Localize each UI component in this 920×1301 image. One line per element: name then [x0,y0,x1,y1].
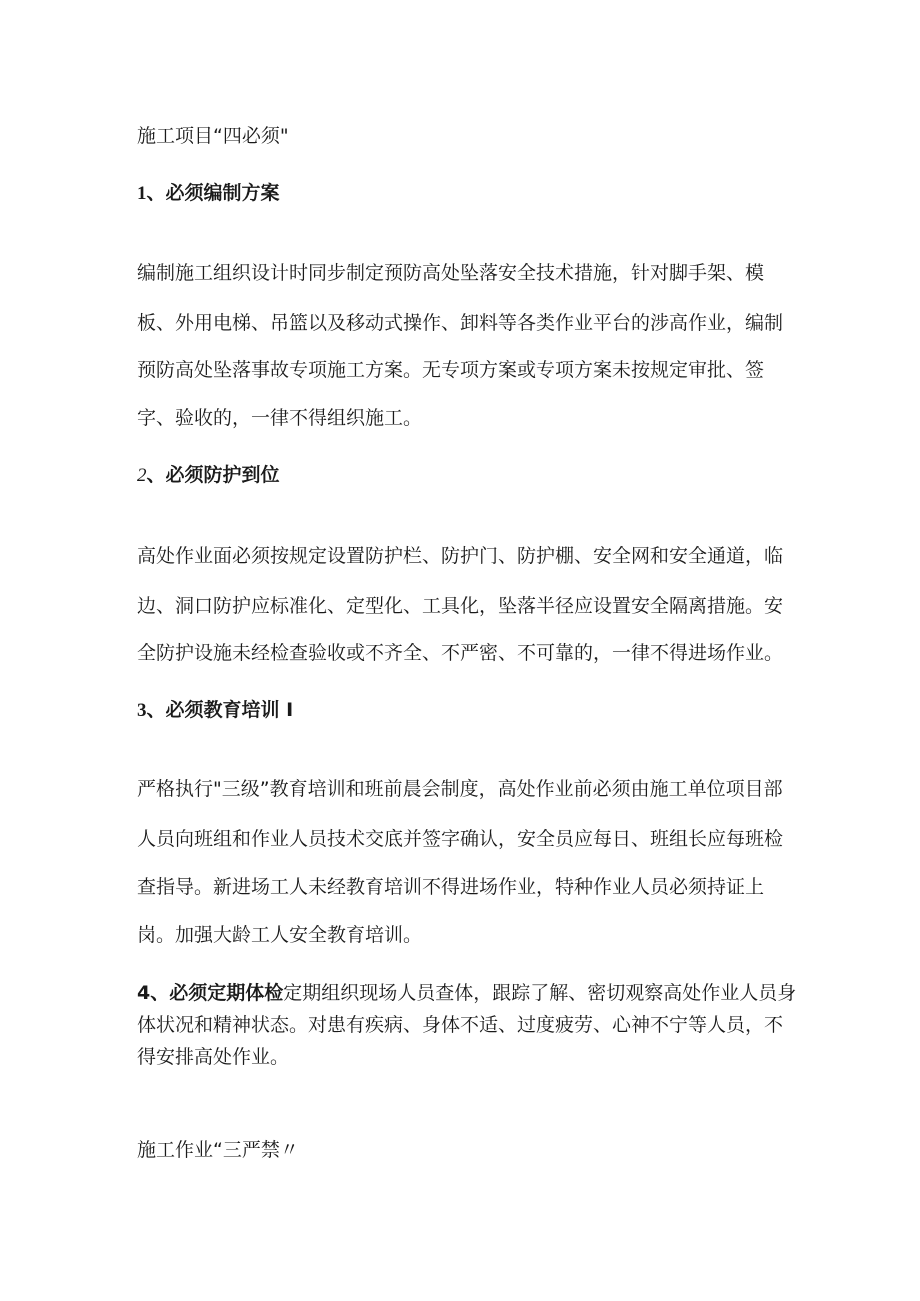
section-4-first-line [137,980,796,1006]
section-3-line-4: 岗。加强大龄工人安全教育培训。 [137,924,423,946]
section-2-line-1: 高处作业面必须按规定设置防护栏、防护门、防护棚、安全网和安全通道，临 [137,545,784,567]
section-2-line-3: 全防护设施未经检查验收或不齐全、不严密、不可靠的，一律不得进场作业。 [137,642,784,664]
section-3-heading [137,697,293,724]
section-4-line-3: 得安排高处作业。 [137,1046,290,1068]
section-3-heading-text: 必须教育培训 I [165,699,294,721]
section-2-separator: 、 [146,464,166,486]
section-1-separator: 、 [146,182,166,204]
section-3-line-3: 查指导。新进场工人未经教育培训不得进场作业，特种作业人员必须持证上 [137,876,765,898]
section-3-line-2: 人员向班组和作业人员技术交底并签字确认，安全员应每日、班组长应每班检 [137,828,784,850]
section-3-number: 3 [137,700,147,721]
section-4-number: 4 [137,982,151,1004]
section-1-line-4: 字、验收的，一律不得组织施工。 [137,407,423,429]
section-1-number: 1 [137,183,147,204]
section-4-separator: 、 [150,982,170,1004]
section-1-heading [137,180,280,207]
section-2-heading-text: 必须防护到位 [165,464,280,486]
section-1-line-3: 预防高处坠落事故专项施工方案。无专项方案或专项方案未按规定审批、签 [137,359,765,381]
section-4-line-2: 体状况和精神状态。对患有疾病、身体不适、过度疲劳、心神不宁等人员，不 [137,1014,784,1036]
section-1-line-2: 板、外用电梯、吊篮以及移动式操作、卸料等各类作业平台的涉高作业，编制 [137,312,784,334]
section-4-inline-text: 定期组织现场人员查体，跟踪了解、密切观察高处作业人员身 [283,982,797,1004]
section-1-heading-text: 必须编制方案 [165,182,280,204]
section-2-heading [137,462,280,489]
section-3-line-1: 严格执行"三级”教育培训和班前晨会制度，高处作业前必须由施工单位项目部 [137,778,783,800]
section-4-heading [137,982,283,1004]
section-1-line-1: 编制施工组织设计时同步制定预防高处坠落安全技术措施，针对脚手架、模 [137,262,765,284]
section-title-three-prohibitions: 施工作业“三严禁〃 [137,1139,299,1161]
section-3-separator: 、 [146,699,166,721]
section-2-line-2: 边、洞口防护应标准化、定型化、工具化，坠落半径应设置安全隔离措施。安 [137,595,784,617]
section-title-four-musts: 施工项目“四必须" [137,125,289,147]
section-2-number: 2 [137,465,147,486]
section-4-heading-text: 必须定期体检 [169,982,284,1004]
